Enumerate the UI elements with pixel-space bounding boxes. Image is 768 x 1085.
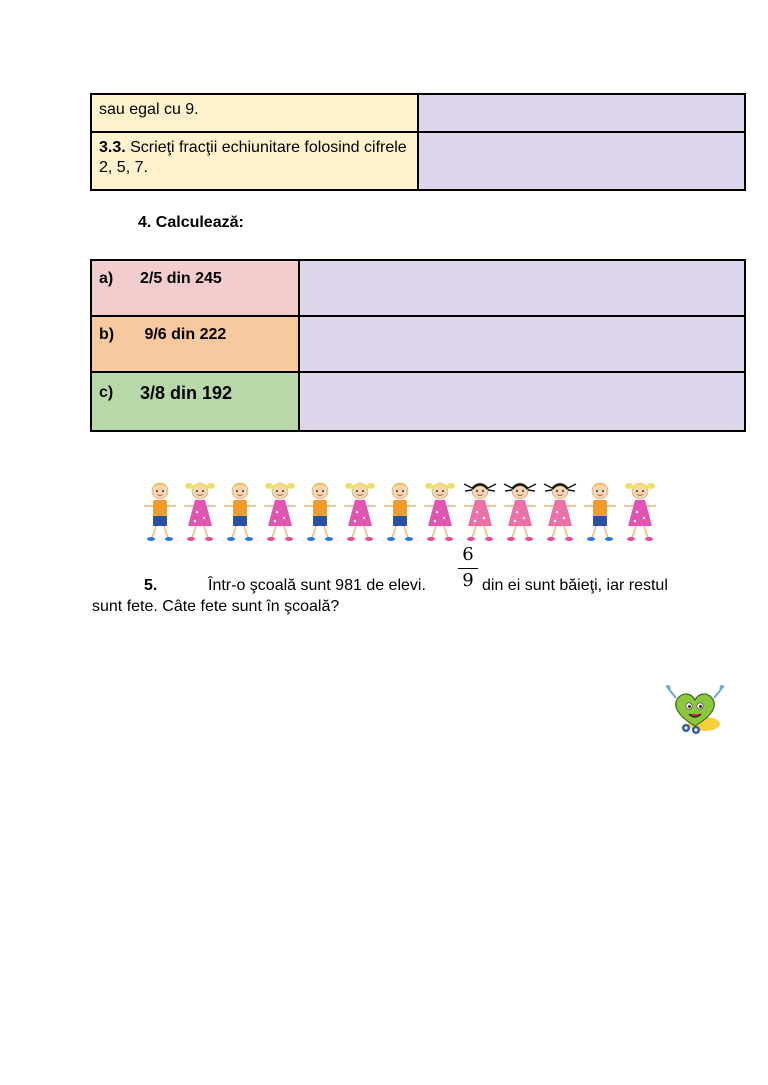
- question-cell: [91, 132, 418, 190]
- girl-blonde-figure: [344, 483, 376, 541]
- girl-dark-figure: [544, 483, 576, 541]
- answer-cell[interactable]: [299, 372, 745, 431]
- fraction-denominator: 9: [462, 570, 474, 591]
- boy-figure: [384, 483, 416, 541]
- answer-cell[interactable]: [299, 260, 745, 316]
- calc-expression: 3/8 din 192: [140, 383, 233, 403]
- boy-figure: [584, 483, 616, 541]
- calc-expression: 2/5 din 245: [140, 270, 222, 287]
- girl-blonde-figure: [624, 483, 656, 541]
- girl-blonde-figure: [184, 483, 216, 541]
- girl-blonde-figure: [264, 483, 296, 541]
- boy-figure: [224, 483, 256, 541]
- calc-label: b): [99, 326, 115, 343]
- question-cell: [91, 94, 418, 132]
- section4-heading: 4. Calculează:: [138, 214, 244, 231]
- problem-text-end: din ei sunt băieţi, iar restul: [482, 577, 668, 594]
- heart-mascot-icon: [664, 684, 726, 736]
- calc-cell-a: [91, 260, 299, 316]
- answer-cell[interactable]: [418, 132, 745, 190]
- table-row: [91, 94, 745, 132]
- table-row: [91, 132, 745, 190]
- section4-table: [90, 259, 746, 432]
- question-text: sau egal cu 9.: [99, 101, 199, 118]
- problem-text-line2: sunt fete. Câte fete sunt în şcoală?: [92, 598, 340, 615]
- calc-label: a): [99, 270, 114, 287]
- table-row: [91, 372, 745, 431]
- answer-cell[interactable]: [418, 94, 745, 132]
- calc-cell-c: [91, 372, 299, 431]
- calc-label: c): [99, 384, 114, 401]
- question-number: 3.3.: [99, 139, 126, 156]
- section3-table: [90, 93, 746, 191]
- boy-figure: [304, 483, 336, 541]
- fraction: [458, 544, 478, 592]
- calc-expression: 9/6 din 222: [140, 326, 227, 343]
- fraction-bar: [458, 568, 478, 569]
- girl-dark-figure: [464, 483, 496, 541]
- fraction-numerator: 6: [462, 544, 474, 565]
- girl-blonde-figure: [424, 483, 456, 541]
- girl-dark-figure: [504, 483, 536, 541]
- question-text: Scrieţi fracţii echiunitare folosind cifrele 2, 5, 7.: [99, 139, 407, 176]
- boy-figure: [144, 483, 176, 541]
- table-row: [91, 316, 745, 372]
- kids-illustration: [140, 478, 660, 546]
- problem-text-start: Într-o şcoală sunt 981 de elevi.: [208, 577, 426, 594]
- answer-cell[interactable]: [299, 316, 745, 372]
- calc-cell-b: [91, 316, 299, 372]
- problem-number: 5.: [144, 577, 158, 594]
- table-row: [91, 260, 745, 316]
